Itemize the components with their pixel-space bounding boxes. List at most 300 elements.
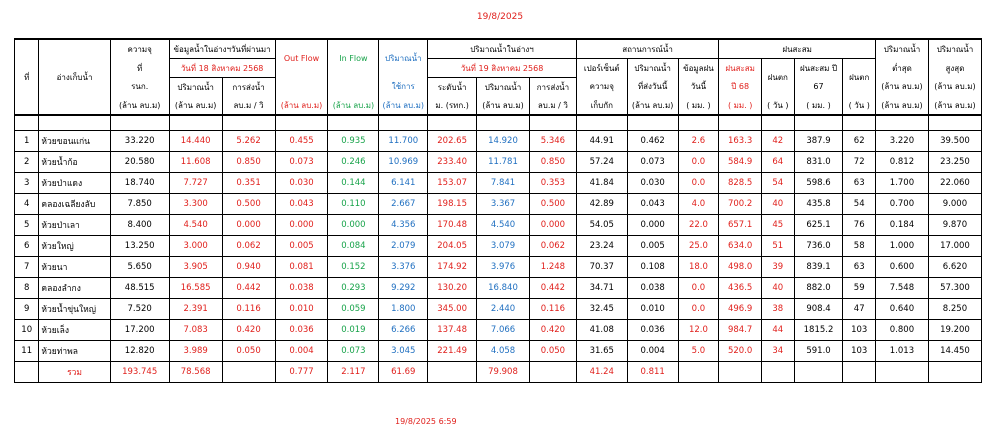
cell-no: 5 — [15, 215, 39, 236]
header-outflow-spacer — [275, 78, 328, 97]
cell-r68: 634.0 — [719, 236, 762, 257]
cell-r67: 598.6 — [794, 173, 843, 194]
cell-cv: 3.976 — [477, 257, 530, 278]
cell-min: 1.013 — [876, 341, 929, 362]
cell-in: 0.110 — [328, 194, 379, 215]
header-rain68-3: ( มม. ) — [719, 96, 762, 115]
cell-in: 0.152 — [328, 257, 379, 278]
cell-out: 0.038 — [275, 278, 328, 299]
cell-rain: 0.0 — [678, 173, 719, 194]
cell-d68: 54 — [762, 173, 795, 194]
cell-cr: 0.353 — [529, 173, 576, 194]
cell-pr: 5.262 — [222, 131, 275, 152]
cell-rel: 0.010 — [627, 299, 678, 320]
cell-r68: 584.9 — [719, 152, 762, 173]
cell-r68: 700.2 — [719, 194, 762, 215]
cell-lvl: 174.92 — [428, 257, 477, 278]
header-max-2: สูงสุด — [928, 59, 981, 78]
cell-r67: 882.0 — [794, 278, 843, 299]
header-curr-date: วันที่ 19 สิงหาคม 2568 — [428, 59, 577, 78]
cell-cap: 13.250 — [110, 236, 169, 257]
cell-r68: 828.5 — [719, 173, 762, 194]
spacer-row — [15, 115, 982, 131]
cell-cr: 5.346 — [529, 131, 576, 152]
cell-name: ห้วยน้ำขุ่นใหญ่ — [39, 299, 110, 320]
cell-cv: 4.540 — [477, 215, 530, 236]
header-outflow-unit: (ล้าน ลบ.ม) — [275, 96, 328, 115]
cell-r67: 1815.2 — [794, 320, 843, 341]
cell-max: 23.250 — [928, 152, 981, 173]
cell-pr: 0.940 — [222, 257, 275, 278]
cell-r68: 520.0 — [719, 341, 762, 362]
cell-max: 9.000 — [928, 194, 981, 215]
header-inflow-unit: (ล้าน ลบ.ม) — [328, 96, 379, 115]
header-released-1: ปริมาณน้ำ — [627, 59, 678, 78]
cell-r68: 657.1 — [719, 215, 762, 236]
cell-cr: 0.420 — [529, 320, 576, 341]
header-released-3: (ล้าน ลบ.ม) — [627, 96, 678, 115]
cell-rel: 0.005 — [627, 236, 678, 257]
cell-pr: 0.000 — [222, 215, 275, 236]
cell-max: 9.870 — [928, 215, 981, 236]
table-row — [15, 320, 982, 341]
cell-in: 0.293 — [328, 278, 379, 299]
cell-use: 2.079 — [379, 236, 428, 257]
cell-max: 39.500 — [928, 131, 981, 152]
cell-pv: 7.727 — [169, 173, 222, 194]
cell-d68: 64 — [762, 152, 795, 173]
cell-pct: 44.91 — [576, 131, 627, 152]
cell-d68: 45 — [762, 215, 795, 236]
cell-r67: 831.0 — [794, 152, 843, 173]
cell-pv: 4.540 — [169, 215, 222, 236]
cell-cap: 12.820 — [110, 341, 169, 362]
header-raindays68-1: ฝนตก — [762, 59, 795, 97]
cell-cr: 0.000 — [529, 215, 576, 236]
cell-r68: 163.3 — [719, 131, 762, 152]
cell-min: 3.220 — [876, 131, 929, 152]
table-body — [15, 115, 982, 362]
cell-pr: 0.420 — [222, 320, 275, 341]
cell-d68: 42 — [762, 131, 795, 152]
cell-cr: 0.116 — [529, 299, 576, 320]
header-max-1: ปริมาณน้ำ — [928, 39, 981, 59]
cell-cap: 33.220 — [110, 131, 169, 152]
cell-out: 0.000 — [275, 215, 328, 236]
cell-rain: 0.0 — [678, 152, 719, 173]
cell-d68: 34 — [762, 341, 795, 362]
footer-timestamp: 19/8/2025 6:59 — [395, 417, 457, 426]
cell-rel: 0.043 — [627, 194, 678, 215]
cell-cv: 2.440 — [477, 299, 530, 320]
header-released-2: ที่ส่งวันนี้ — [627, 78, 678, 97]
cell-cv: 3.367 — [477, 194, 530, 215]
cell-cap: 7.850 — [110, 194, 169, 215]
cell-out: 0.004 — [275, 341, 328, 362]
header-rain-today-2: วันนี้ — [678, 78, 719, 97]
cell-name: ห้วยเล็ง — [39, 320, 110, 341]
cell-max: 6.620 — [928, 257, 981, 278]
cell-cap: 17.200 — [110, 320, 169, 341]
cell-min: 0.800 — [876, 320, 929, 341]
header-inflow: In Flow — [328, 39, 379, 78]
cell-pct: 34.71 — [576, 278, 627, 299]
cell-cr: 0.442 — [529, 278, 576, 299]
header-capacity-4: (ล้าน ลบ.ม) — [110, 96, 169, 115]
cell-use: 4.356 — [379, 215, 428, 236]
total-usable: 61.69 — [379, 362, 428, 383]
cell-name: คลองเฉลียงลับ — [39, 194, 110, 215]
header-prev-group: ข้อมูลน้ำในอ่างฯวันที่ผ่านมา — [169, 39, 275, 59]
cell-pv: 11.608 — [169, 152, 222, 173]
cell-rel: 0.000 — [627, 215, 678, 236]
cell-d67: 63 — [843, 173, 876, 194]
header-usable-2: ใช้การ — [379, 78, 428, 97]
cell-no: 2 — [15, 152, 39, 173]
cell-pct: 41.84 — [576, 173, 627, 194]
cell-r68: 496.9 — [719, 299, 762, 320]
header-curr-volume-unit: (ล้าน ลบ.ม) — [477, 96, 530, 115]
cell-rain: 2.6 — [678, 131, 719, 152]
cell-in: 0.059 — [328, 299, 379, 320]
header-capacity-3: รนก. — [110, 78, 169, 97]
cell-d67: 63 — [843, 257, 876, 278]
table-row — [15, 131, 982, 152]
cell-d67: 103 — [843, 341, 876, 362]
header-prev-release-unit: ลบ.ม / วิ — [222, 96, 275, 115]
cell-in: 0.000 — [328, 215, 379, 236]
cell-no: 7 — [15, 257, 39, 278]
cell-d68: 40 — [762, 194, 795, 215]
cell-cv: 14.920 — [477, 131, 530, 152]
cell-pr: 0.850 — [222, 152, 275, 173]
cell-in: 0.246 — [328, 152, 379, 173]
cell-min: 0.812 — [876, 152, 929, 173]
cell-rain: 0.0 — [678, 299, 719, 320]
header-rain-today-3: ( มม. ) — [678, 96, 719, 115]
cell-rain: 5.0 — [678, 341, 719, 362]
cell-pr: 0.442 — [222, 278, 275, 299]
cell-min: 1.000 — [876, 236, 929, 257]
table-row — [15, 278, 982, 299]
cell-cap: 8.400 — [110, 215, 169, 236]
cell-cv: 4.058 — [477, 341, 530, 362]
cell-d68: 39 — [762, 257, 795, 278]
cell-out: 0.036 — [275, 320, 328, 341]
cell-r67: 625.1 — [794, 215, 843, 236]
cell-pr: 0.062 — [222, 236, 275, 257]
cell-out: 0.010 — [275, 299, 328, 320]
cell-rain: 22.0 — [678, 215, 719, 236]
cell-r68: 436.5 — [719, 278, 762, 299]
cell-d67: 62 — [843, 131, 876, 152]
total-curr-volume: 79.908 — [477, 362, 530, 383]
cell-lvl: 221.49 — [428, 341, 477, 362]
cell-cap: 20.580 — [110, 152, 169, 173]
header-no: ที่ — [15, 39, 39, 115]
cell-d67: 103 — [843, 320, 876, 341]
table-row — [15, 152, 982, 173]
cell-lvl: 137.48 — [428, 320, 477, 341]
cell-no: 8 — [15, 278, 39, 299]
cell-pv: 16.585 — [169, 278, 222, 299]
cell-cr: 0.500 — [529, 194, 576, 215]
header-min-4: (ล้าน ลบ.ม) — [876, 96, 929, 115]
cell-in: 0.073 — [328, 341, 379, 362]
cell-cv: 11.781 — [477, 152, 530, 173]
cell-rain: 0.0 — [678, 278, 719, 299]
cell-min: 0.184 — [876, 215, 929, 236]
cell-pct: 41.08 — [576, 320, 627, 341]
header-raindays67-2: ( วัน ) — [843, 96, 876, 115]
header-curr-level-unit: ม. (รทก.) — [428, 96, 477, 115]
total-percent: 41.24 — [576, 362, 627, 383]
cell-lvl: 153.07 — [428, 173, 477, 194]
cell-r67: 736.0 — [794, 236, 843, 257]
cell-pv: 7.083 — [169, 320, 222, 341]
header-percent-1: เปอร์เซ็นต์ — [576, 59, 627, 78]
cell-rain: 18.0 — [678, 257, 719, 278]
header-usable-1: ปริมาณน้ำ — [379, 39, 428, 78]
cell-d67: 47 — [843, 299, 876, 320]
total-label: รวม — [39, 362, 110, 383]
header-curr-release: การส่งน้ำ — [529, 78, 576, 97]
cell-cr: 0.062 — [529, 236, 576, 257]
header-inflow-spacer — [328, 78, 379, 97]
cell-use: 3.045 — [379, 341, 428, 362]
header-min-3: (ล้าน ลบ.ม) — [876, 78, 929, 97]
header-rain67-1: ฝนสะสม ปี — [794, 59, 843, 78]
cell-name: ห้วยท่าพล — [39, 341, 110, 362]
cell-pct: 54.05 — [576, 215, 627, 236]
header-rain67-2: 67 — [794, 78, 843, 97]
cell-name: ห้วยใหญ่ — [39, 236, 110, 257]
header-prev-volume: ปริมาณน้ำ — [169, 78, 222, 97]
header-percent-2: ความจุ — [576, 78, 627, 97]
table-header — [15, 39, 982, 115]
reservoir-table — [14, 38, 982, 383]
total-outflow: 0.777 — [275, 362, 328, 383]
cell-use: 6.266 — [379, 320, 428, 341]
cell-cr: 0.850 — [529, 152, 576, 173]
header-rain67-3: ( มม. ) — [794, 96, 843, 115]
cell-cap: 48.515 — [110, 278, 169, 299]
header-prev-date: วันที่ 18 สิงหาคม 2568 — [169, 59, 275, 78]
cell-no: 3 — [15, 173, 39, 194]
cell-d68: 40 — [762, 278, 795, 299]
cell-pv: 14.440 — [169, 131, 222, 152]
cell-pr: 0.050 — [222, 341, 275, 362]
total-inflow: 2.117 — [328, 362, 379, 383]
total-released: 0.811 — [627, 362, 678, 383]
cell-name: ห้วยน้ำก้อ — [39, 152, 110, 173]
cell-no: 1 — [15, 131, 39, 152]
cell-name: ห้วยป่าแดง — [39, 173, 110, 194]
cell-cr: 1.248 — [529, 257, 576, 278]
header-capacity-2: ที่ — [110, 59, 169, 78]
cell-pct: 57.24 — [576, 152, 627, 173]
cell-name: คลองลำกง — [39, 278, 110, 299]
cell-lvl: 345.00 — [428, 299, 477, 320]
cell-lvl: 204.05 — [428, 236, 477, 257]
header-min-1: ปริมาณน้ำ — [876, 39, 929, 59]
header-rain-group: ฝนสะสม — [719, 39, 876, 59]
cell-out: 0.043 — [275, 194, 328, 215]
cell-d68: 44 — [762, 320, 795, 341]
cell-lvl: 233.40 — [428, 152, 477, 173]
cell-pct: 31.65 — [576, 341, 627, 362]
header-rain68-1: ฝนสะสม — [719, 59, 762, 78]
cell-pct: 42.89 — [576, 194, 627, 215]
cell-d68: 38 — [762, 299, 795, 320]
cell-use: 6.141 — [379, 173, 428, 194]
cell-out: 0.073 — [275, 152, 328, 173]
cell-rel: 0.036 — [627, 320, 678, 341]
header-max-3: (ล้าน ลบ.ม) — [928, 78, 981, 97]
cell-use: 1.800 — [379, 299, 428, 320]
cell-min: 0.700 — [876, 194, 929, 215]
table-row — [15, 299, 982, 320]
header-curr-volume: ปริมาณน้ำ — [477, 78, 530, 97]
header-prev-release: การส่งน้ำ — [222, 78, 275, 97]
cell-cv: 7.841 — [477, 173, 530, 194]
cell-pv: 3.000 — [169, 236, 222, 257]
cell-in: 0.084 — [328, 236, 379, 257]
table-row — [15, 236, 982, 257]
cell-r68: 498.0 — [719, 257, 762, 278]
cell-pv: 2.391 — [169, 299, 222, 320]
table-row — [15, 194, 982, 215]
header-capacity-1: ความจุ — [110, 39, 169, 59]
table-row — [15, 215, 982, 236]
header-reservoir: อ่างเก็บน้ำ — [39, 39, 110, 115]
cell-name: ห้วยป่าเลา — [39, 215, 110, 236]
cell-r67: 387.9 — [794, 131, 843, 152]
header-curr-group: ปริมาณน้ำในอ่างฯ — [428, 39, 577, 59]
header-rain68-2: ปี 68 — [719, 78, 762, 97]
cell-pr: 0.351 — [222, 173, 275, 194]
total-prev-volume: 78.568 — [169, 362, 222, 383]
table-row — [15, 173, 982, 194]
total-row — [15, 362, 982, 383]
cell-d67: 54 — [843, 194, 876, 215]
table-row — [15, 341, 982, 362]
cell-out: 0.030 — [275, 173, 328, 194]
cell-min: 0.600 — [876, 257, 929, 278]
cell-d67: 58 — [843, 236, 876, 257]
cell-cap: 5.650 — [110, 257, 169, 278]
cell-cap: 7.520 — [110, 299, 169, 320]
cell-use: 10.969 — [379, 152, 428, 173]
header-status-group: สถานการณ์น้ำ — [576, 39, 719, 59]
header-usable-3: (ล้าน ลบ.ม) — [379, 96, 428, 115]
cell-no: 9 — [15, 299, 39, 320]
cell-rel: 0.030 — [627, 173, 678, 194]
header-min-2: ต่ำสุด — [876, 59, 929, 78]
header-percent-3: เก็บกัก — [576, 96, 627, 115]
cell-out: 0.005 — [275, 236, 328, 257]
cell-r67: 591.0 — [794, 341, 843, 362]
header-curr-level: ระดับน้ำ — [428, 78, 477, 97]
header-rain-today-1: ข้อมูลฝน — [678, 59, 719, 78]
cell-max: 8.250 — [928, 299, 981, 320]
cell-cr: 0.050 — [529, 341, 576, 362]
cell-max: 22.060 — [928, 173, 981, 194]
cell-rain: 12.0 — [678, 320, 719, 341]
table-row — [15, 257, 982, 278]
cell-r68: 984.7 — [719, 320, 762, 341]
header-outflow: Out Flow — [275, 39, 328, 78]
cell-pct: 32.45 — [576, 299, 627, 320]
report-date: 19/8/2025 — [476, 12, 524, 22]
cell-lvl: 202.65 — [428, 131, 477, 152]
cell-r67: 839.1 — [794, 257, 843, 278]
cell-rain: 4.0 — [678, 194, 719, 215]
cell-out: 0.455 — [275, 131, 328, 152]
cell-d67: 72 — [843, 152, 876, 173]
cell-d67: 59 — [843, 278, 876, 299]
cell-pr: 0.116 — [222, 299, 275, 320]
cell-use: 11.700 — [379, 131, 428, 152]
cell-no: 10 — [15, 320, 39, 341]
header-prev-volume-unit: (ล้าน ลบ.ม) — [169, 96, 222, 115]
cell-pct: 70.37 — [576, 257, 627, 278]
cell-cv: 16.840 — [477, 278, 530, 299]
cell-cap: 18.740 — [110, 173, 169, 194]
cell-rel: 0.462 — [627, 131, 678, 152]
header-raindays67-1: ฝนตก — [843, 59, 876, 97]
cell-d68: 51 — [762, 236, 795, 257]
cell-in: 0.144 — [328, 173, 379, 194]
cell-min: 0.640 — [876, 299, 929, 320]
cell-min: 1.700 — [876, 173, 929, 194]
cell-max: 19.200 — [928, 320, 981, 341]
cell-no: 4 — [15, 194, 39, 215]
cell-rel: 0.108 — [627, 257, 678, 278]
cell-lvl: 130.20 — [428, 278, 477, 299]
cell-pv: 3.300 — [169, 194, 222, 215]
cell-pct: 23.24 — [576, 236, 627, 257]
cell-lvl: 170.48 — [428, 215, 477, 236]
cell-pv: 3.905 — [169, 257, 222, 278]
cell-lvl: 198.15 — [428, 194, 477, 215]
cell-no: 11 — [15, 341, 39, 362]
cell-max: 17.000 — [928, 236, 981, 257]
cell-cv: 3.079 — [477, 236, 530, 257]
cell-d67: 76 — [843, 215, 876, 236]
cell-rel: 0.038 — [627, 278, 678, 299]
cell-in: 0.019 — [328, 320, 379, 341]
cell-use: 2.667 — [379, 194, 428, 215]
cell-rain: 25.0 — [678, 236, 719, 257]
cell-pr: 0.500 — [222, 194, 275, 215]
header-max-4: (ล้าน ลบ.ม) — [928, 96, 981, 115]
cell-use: 3.376 — [379, 257, 428, 278]
cell-rel: 0.073 — [627, 152, 678, 173]
cell-name: ห้วยนา — [39, 257, 110, 278]
cell-out: 0.081 — [275, 257, 328, 278]
cell-r67: 908.4 — [794, 299, 843, 320]
cell-cv: 7.066 — [477, 320, 530, 341]
cell-max: 57.300 — [928, 278, 981, 299]
cell-pv: 3.989 — [169, 341, 222, 362]
cell-rel: 0.004 — [627, 341, 678, 362]
header-raindays68-2: ( วัน ) — [762, 96, 795, 115]
total-capacity: 193.745 — [110, 362, 169, 383]
cell-max: 14.450 — [928, 341, 981, 362]
header-curr-release-unit: ลบ.ม / วิ — [529, 96, 576, 115]
cell-in: 0.935 — [328, 131, 379, 152]
